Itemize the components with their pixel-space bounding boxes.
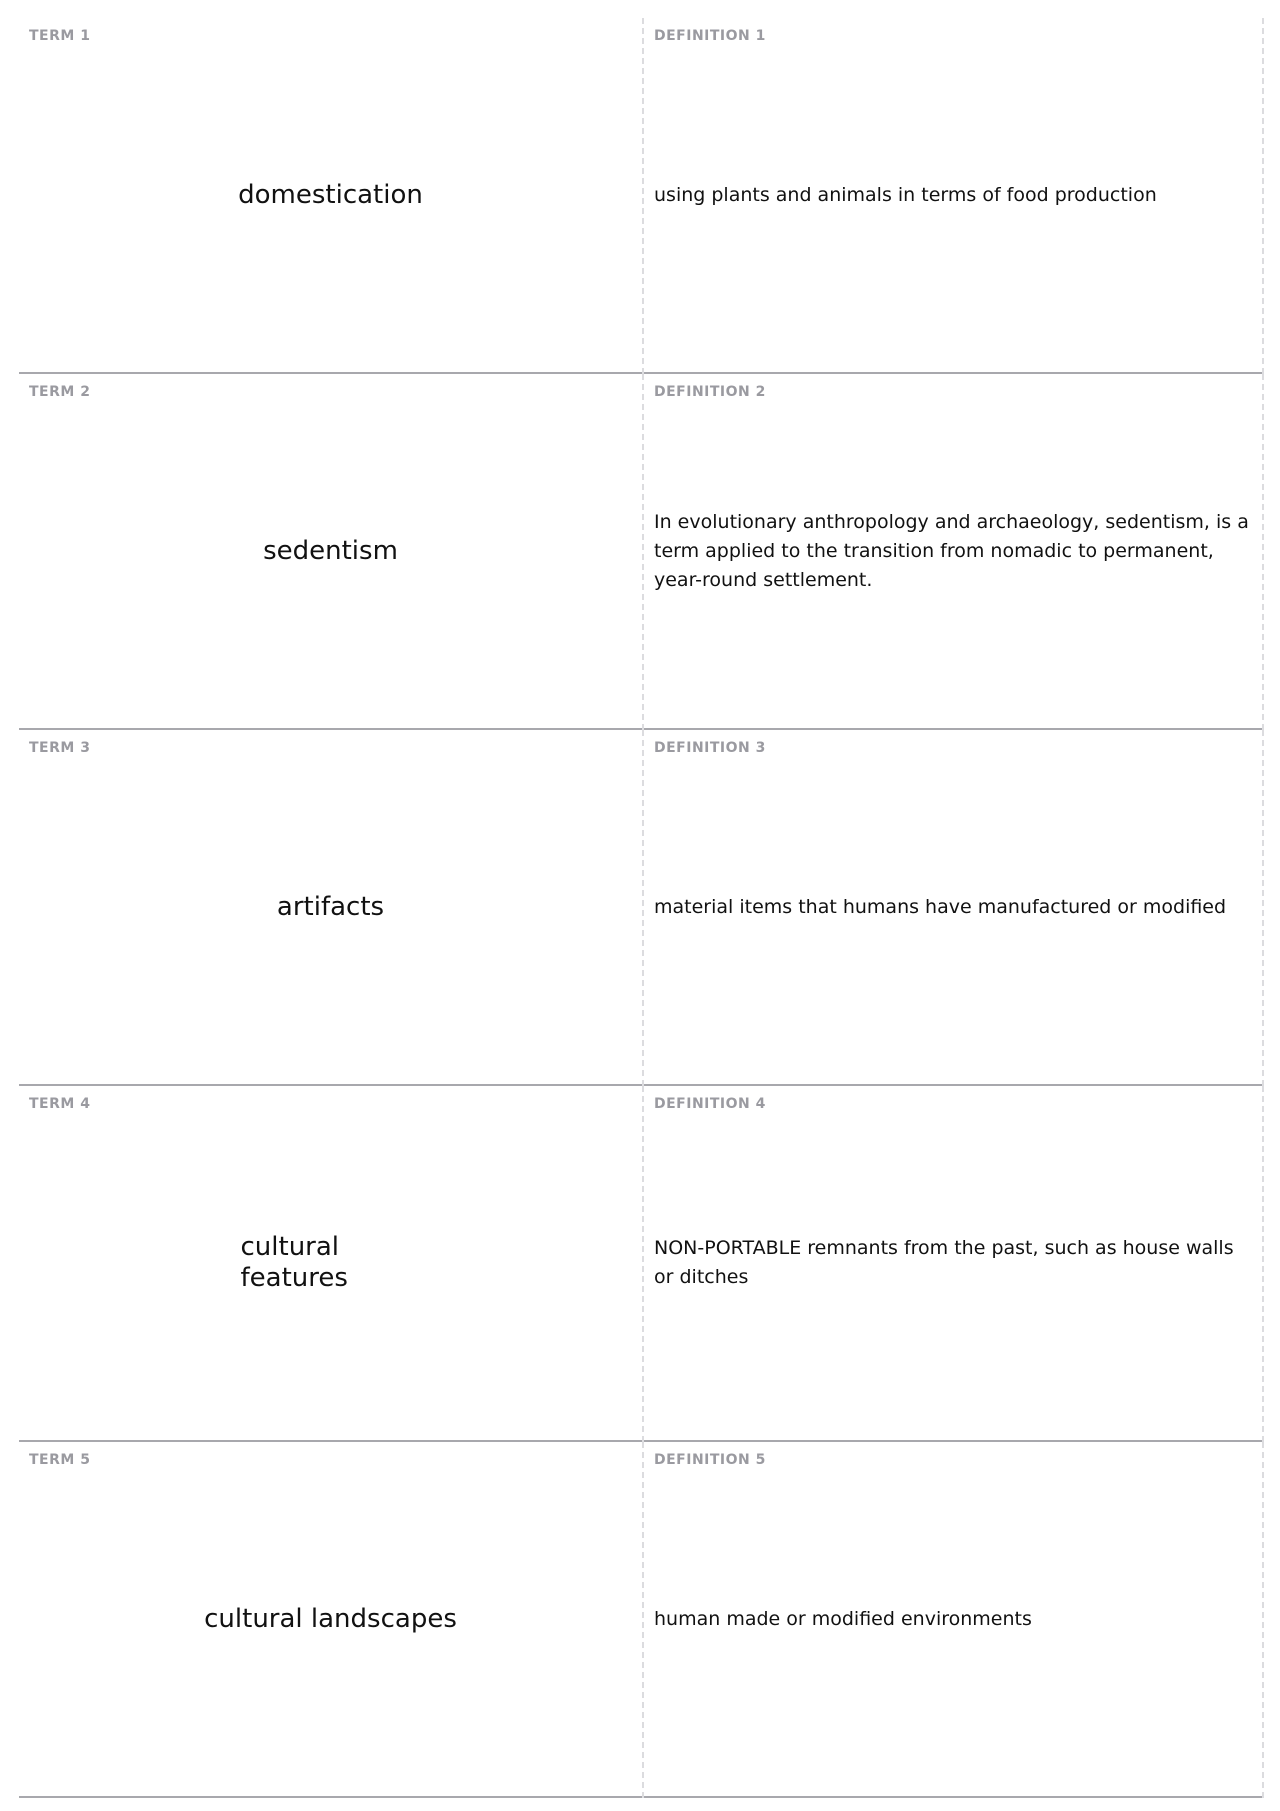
term-label: TERM 3 (29, 740, 91, 756)
definition-text-wrap (654, 1442, 1252, 1796)
term-cell (19, 18, 642, 372)
term-label: TERM 1 (29, 28, 91, 44)
definition-text: In evolutionary anthropology and archaeology, sedentism, is a term applied to the transition from nomadic to permanent, year-round settlement. (654, 510, 1249, 591)
definition-text: using plants and animals in terms of food production (654, 183, 1157, 206)
term-cell (19, 374, 642, 728)
definition-label: DEFINITION 4 (654, 1096, 766, 1112)
definition-text-wrap (654, 374, 1252, 728)
definition-label: DEFINITION 3 (654, 740, 766, 756)
term-text: artifacts (276, 892, 385, 922)
term-text: cultural features (240, 1232, 348, 1293)
term-text-wrap (19, 18, 642, 372)
term-cell (19, 730, 642, 1084)
term-text-wrap (19, 1086, 642, 1440)
definition-text-wrap (654, 1086, 1252, 1440)
definition-cell (644, 1086, 1262, 1440)
term-text: domestication (238, 180, 423, 210)
card-row-3 (19, 730, 1264, 1086)
term-cell (19, 1442, 642, 1796)
card-row-1 (19, 18, 1264, 374)
term-label: TERM 5 (29, 1452, 91, 1468)
definition-label: DEFINITION 2 (654, 384, 766, 400)
term-text: cultural landscapes (204, 1604, 457, 1634)
card-row-4 (19, 1086, 1264, 1442)
definition-label: DEFINITION 5 (654, 1452, 766, 1468)
term-text-wrap (19, 730, 642, 1084)
definition-cell (644, 1442, 1262, 1796)
term-text-wrap (19, 1442, 642, 1796)
card-row-2 (19, 374, 1264, 730)
term-text-wrap (19, 374, 642, 728)
flashcard-sheet (19, 18, 1264, 1798)
definition-cell (644, 374, 1262, 728)
term-text: sedentism (263, 536, 398, 566)
definition-text: human made or modified environments (654, 1607, 1032, 1630)
term-label: TERM 2 (29, 384, 91, 400)
term-cell (19, 1086, 642, 1440)
card-row-5 (19, 1442, 1264, 1798)
definition-cell (644, 18, 1262, 372)
definition-text: NON-PORTABLE remnants from the past, such as house walls or ditches (654, 1237, 1234, 1288)
definition-label: DEFINITION 1 (654, 28, 766, 44)
definition-text-wrap (654, 730, 1252, 1084)
definition-cell (644, 730, 1262, 1084)
definition-text: material items that humans have manufactured or modified (654, 895, 1227, 918)
definition-text-wrap (654, 18, 1252, 372)
term-label: TERM 4 (29, 1096, 91, 1112)
